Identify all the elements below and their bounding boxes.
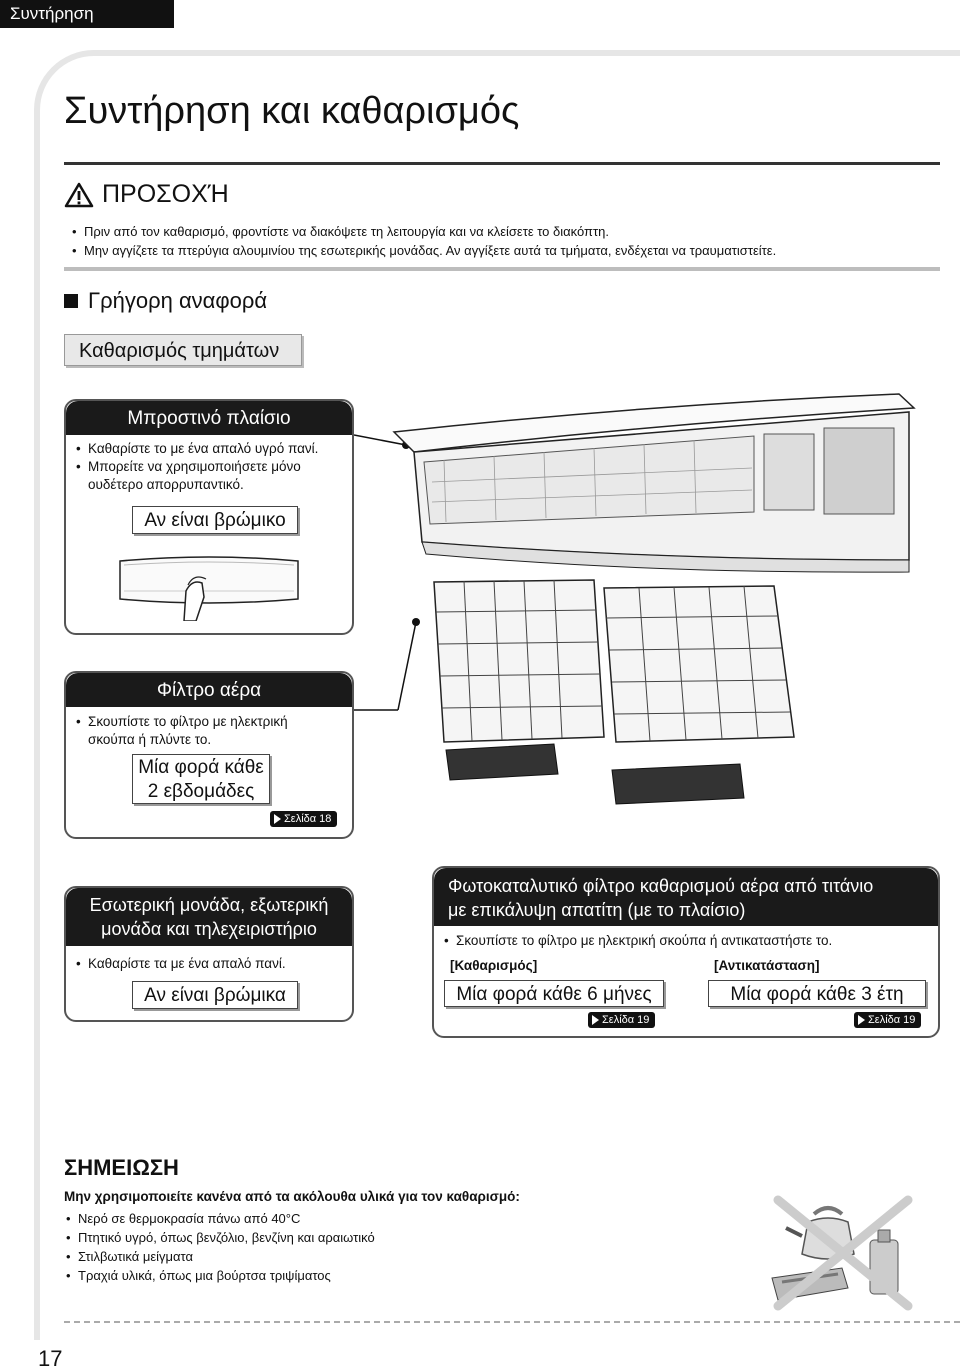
page-ref-link[interactable]: Σελίδα 19: [588, 1012, 655, 1028]
front-panel-frequency: Αν είναι βρώμικο: [132, 506, 298, 534]
note-item: • Νερό σε θερμοκρασία πάνω από 40°C: [64, 1209, 375, 1228]
warning-icon: [64, 182, 94, 208]
footer-divider: [64, 1321, 960, 1323]
note-list: [64, 1209, 375, 1285]
front-panel-title: Μπροστινό πλαίσιο: [66, 401, 352, 435]
cleaning-frequency: Μία φορά κάθε 6 μήνες: [444, 980, 664, 1007]
photocatalytic-filter-card: [432, 866, 940, 1038]
caution-heading: [64, 180, 229, 209]
units-title-line2: μονάδα και τηλεχειριστήριο: [101, 919, 317, 939]
note-item: • Τραχιά υλικά, όπως μια βούρτσα τριψίματος: [64, 1266, 375, 1285]
quick-reference-title: Γρήγορη αναφορά: [88, 288, 268, 313]
front-panel-item: • Μπορείτε να χρησιμοποιήσετε μόνο ουδέτερο απορρυπαντικό.: [74, 458, 342, 494]
air-filter-frequency-line1: Μία φορά κάθε: [138, 757, 264, 778]
section-tab: Συντήρηση: [0, 0, 174, 28]
wiping-unit-illustration: [114, 551, 304, 621]
units-card: [64, 886, 354, 1022]
quick-reference-heading: [64, 288, 267, 314]
units-title-line1: Εσωτερική μονάδα, εξωτερική: [89, 895, 329, 915]
air-filter-list: [66, 707, 352, 749]
page-ref-link[interactable]: Σελίδα 19: [854, 1012, 921, 1028]
units-frequency: Αν είναι βρώμικα: [132, 981, 298, 1009]
units-list: [66, 946, 352, 973]
front-panel-card: [64, 399, 354, 635]
note-title: ΣΗΜΕΙΩΣΗ: [64, 1155, 179, 1180]
title-rule: [64, 162, 940, 165]
front-panel-item: • Καθαρίστε το με ένα απαλό υγρό πανί.: [74, 440, 342, 458]
prohibited-items-illustration: [768, 1192, 918, 1314]
page-number: 17: [38, 1346, 63, 1371]
units-item: • Καθαρίστε τα με ένα απαλό πανί.: [74, 955, 342, 973]
air-filter-item: • Σκουπίστε το φίλτρο με ηλεκτρική σκούπα ή πλύντε το.: [74, 713, 292, 749]
caution-item: • Πριν από τον καθαρισμό, φροντίστε να διακόψετε τη λειτουργία και να κλείσετε το διακόπτη.: [70, 222, 776, 241]
caution-divider: [64, 267, 940, 271]
photocatalytic-title: [434, 868, 938, 926]
page-ref-link[interactable]: Σελίδα 18: [270, 811, 337, 827]
photocatalytic-list: [434, 926, 938, 950]
air-filter-frequency: [132, 754, 270, 804]
note-item: • Πτητικό υγρό, όπως βενζόλιο, βενζίνη και αραιωτικό: [64, 1228, 375, 1247]
note-item: • Στιλβωτικά μείγματα: [64, 1247, 375, 1266]
photocatalytic-title-line1: Φωτοκαταλυτικό φίλτρο καθαρισμού αέρα από τιτάνιο: [448, 876, 874, 896]
indoor-unit-illustration: [354, 392, 924, 832]
front-panel-list: [66, 435, 352, 494]
page-title: Συντήρηση και καθαρισμός: [64, 90, 520, 132]
air-filter-frequency-line2: 2 εβδομάδες: [147, 781, 255, 802]
caution-title: ΠΡΟΣΟΧΉ: [102, 180, 229, 208]
replacement-label: [Αντικατάσταση]: [714, 958, 820, 973]
air-filter-title: Φίλτρο αέρα: [66, 673, 352, 707]
replacement-frequency: Μία φορά κάθε 3 έτη: [708, 980, 926, 1007]
cleaning-parts-label: Καθαρισμός τμημάτων: [64, 334, 302, 366]
cleaning-label: [Καθαρισμός]: [450, 958, 538, 973]
square-bullet-icon: [64, 294, 78, 308]
caution-item: • Μην αγγίζετε τα πτερύγια αλουμινίου της εσωτερικής μονάδας. Αν αγγίξετε αυτά τα τμήματα, ενδέχεται να τραυματιστείτε.: [70, 241, 776, 260]
units-title: [66, 888, 352, 946]
photocatalytic-item: • Σκουπίστε το φίλτρο με ηλεκτρική σκούπα ή αντικαταστήστε το.: [442, 932, 928, 950]
note-lead: Μην χρησιμοποιείτε κανένα από τα ακόλουθα υλικά για τον καθαρισμό:: [64, 1189, 520, 1204]
caution-list: [70, 222, 776, 260]
air-filter-card: [64, 671, 354, 839]
photocatalytic-title-line2: με επικάλυψη απατίτη (με το πλαίσιο): [448, 900, 746, 920]
